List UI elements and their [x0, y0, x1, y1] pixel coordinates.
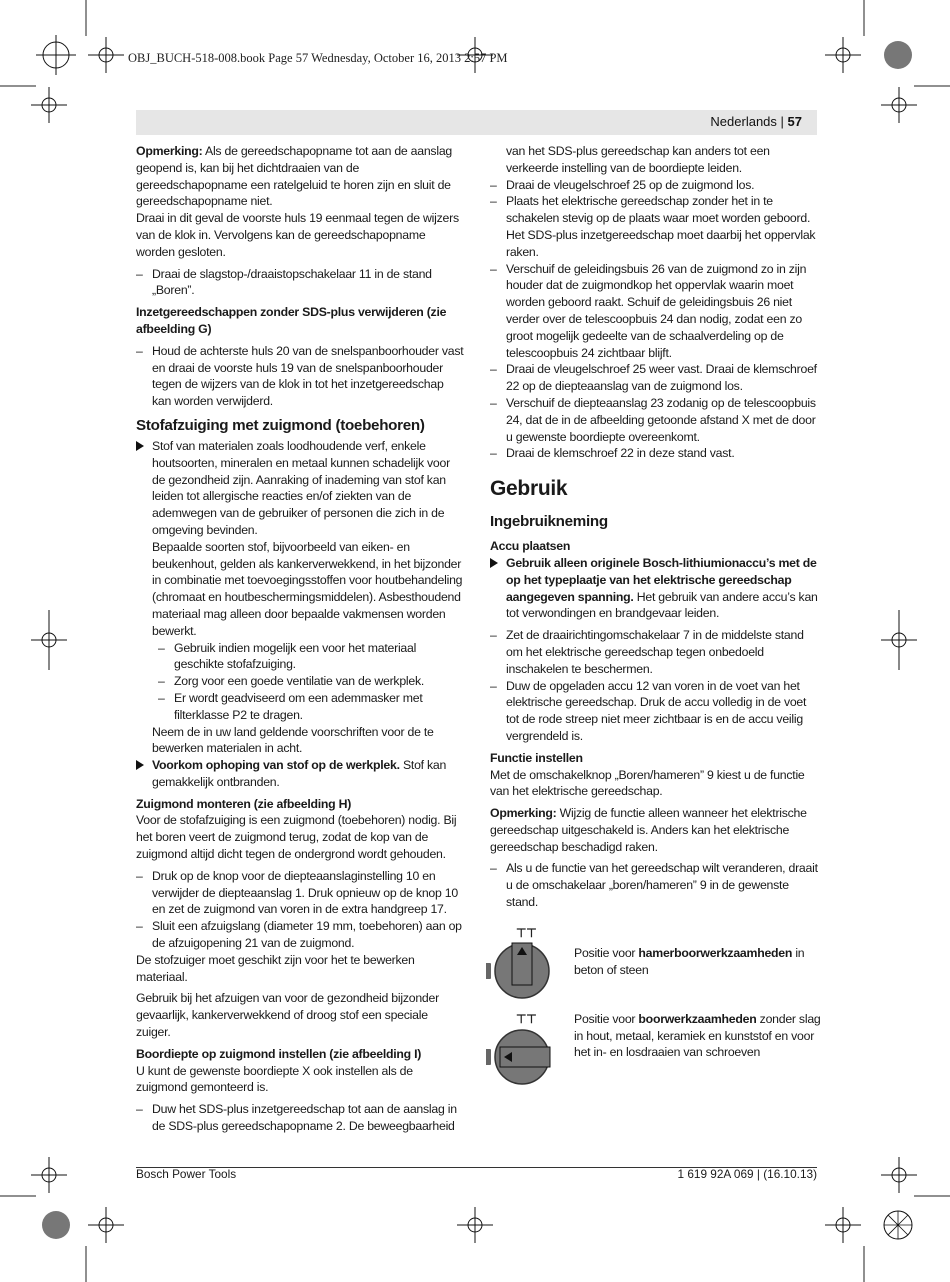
- position-prefix: Positie voor: [574, 945, 639, 960]
- paragraph: Draai in dit geval de voorste huls 19 eenmaal tegen de wijzers van de klok in. Vervolgens kan de gereedschapopname worden gesloten.: [136, 211, 459, 259]
- paragraph: U kunt de gewenste boordiepte X ook instellen als de zuigmond gemonteerd is.: [136, 1063, 413, 1095]
- dash-marker: –: [490, 261, 497, 276]
- running-header: [710, 114, 802, 129]
- note-text: Als de gereedschapopname tot aan de aanslag geopend is, kan bij het dichtdraaien van de gereedschapopname een ratelgeluid te horen zijn en sluit de gereedschapopname niet.: [136, 144, 452, 209]
- paragraph: Neem de in uw land geldende voorschriften voor de te bewerken materialen in acht.: [152, 724, 434, 756]
- position-prefix: Positie voor: [574, 1011, 639, 1026]
- subheading-depth: Boordiepte op zuigmond instellen (zie afbeelding I): [136, 1046, 422, 1061]
- subheading-mount: Zuigmond monteren (zie afbeelding H): [136, 796, 352, 811]
- dash-item: [490, 445, 818, 462]
- dash-item: [490, 193, 818, 260]
- dash-marker: –: [490, 194, 497, 209]
- dash-text: Verschuif de diepteaanslag 23 zodanig op de telescoopbuis 24, dat de in de afbeelding getoonde afstand X met de door u gewenste boordiepte overeenkomt.: [506, 395, 816, 444]
- warning-text: Stof kan gemakkelijk ontbranden.: [152, 758, 447, 789]
- dash-marker: –: [490, 628, 497, 643]
- sub-dash-item: [136, 640, 464, 674]
- heading-dust-extraction: Stofafzuiging met zuigmond (toebehoren): [136, 416, 425, 434]
- dash-text: Verschuif de geleidingsbuis 26 van de zuigmond zo in zijn houder dat de zuigmondkop het oppervlak waarin moet worden geboord raakt. Schuif de geleidingsbuis 26 niet verder over de telescoopbuis 24 dan nodig, zodat een zo groot mogelijk gedeelte van de schaalverdeling op de telescoopbuis 24 zichtbaar blijft.: [506, 261, 807, 360]
- warning-item: [490, 555, 818, 622]
- dash-text: Draai de vleugelschroef 25 weer vast. Draai de klemschroef 22 op de diepteaanslag van de zuigmond los.: [506, 362, 817, 394]
- switch-position-hammer: [490, 925, 818, 1011]
- dash-marker: –: [136, 1102, 143, 1117]
- note-paragraph: [490, 805, 818, 855]
- subheading-function: Functie instellen: [490, 750, 583, 765]
- dash-item: [136, 343, 464, 410]
- dash-item: [136, 1101, 464, 1135]
- sub-dash-item: [136, 673, 464, 690]
- sub-dash-item: [136, 690, 464, 724]
- footer-brand: Bosch Power Tools: [136, 1167, 237, 1181]
- heading-use: Gebruik: [490, 477, 568, 501]
- note-text: Wijzig de functie alleen wanneer het elektrische gereedschap uitgeschakeld is. Anders kan het elektrische gereedschap beschadigd raken.: [490, 806, 807, 854]
- dash-marker: –: [136, 266, 143, 281]
- dash-text: Zorg voor een goede ventilatie van de werkplek.: [174, 674, 425, 689]
- dash-marker: –: [158, 674, 165, 689]
- dash-item: [490, 678, 818, 745]
- dash-item: [136, 918, 464, 952]
- dash-text: Duw de opgeladen accu 12 van voren in de voet van het elektrische gereedschap. Druk de accu volledig in de voet tot de rode streep niet meer zichtbaar is en de accu veilig vergrendeld is.: [506, 678, 807, 743]
- warning-bold: Voorkom ophoping van stof op de werkplek.: [152, 758, 400, 773]
- triangle-bullet-icon: [136, 760, 144, 770]
- dash-item: [490, 361, 818, 395]
- paragraph: Bepaalde soorten stof, bijvoorbeeld van eiken- en beukenhout, gelden als kankerverwekkend, in het bijzonder in combinatie met toevoegingsstoffen voor houtbehandeling (chromaat en houtbeschermingsmiddelen). Asbesthoudend materiaal mag alleen door bepaalde vakmensen worden bewerkt.: [152, 539, 463, 638]
- dash-marker: –: [136, 919, 143, 934]
- column-left: [136, 143, 464, 1135]
- subheading-battery: Accu plaatsen: [490, 539, 571, 554]
- position-text: [574, 945, 824, 979]
- heading-startup: Ingebruikneming: [490, 513, 608, 531]
- dash-text: Draai de slagstop-/draaistopschakelaar 11 in de stand „Boren”.: [152, 266, 432, 298]
- svg-text:⊤⊤: ⊤⊤: [516, 1011, 537, 1026]
- dash-text: Gebruik indien mogelijk een voor het materiaal geschikte stofafzuiging.: [174, 640, 417, 672]
- dash-marker: –: [490, 362, 497, 377]
- paragraph: Gebruik bij het afzuigen van voor de gezondheid bijzonder gevaarlijk, kankerverwekkend of droog stof een speciale zuiger.: [136, 991, 439, 1040]
- header-separator: |: [776, 114, 788, 129]
- column-right: [490, 143, 821, 1097]
- paragraph: Voor de stofafzuiging is een zuigmond (toebehoren) nodig. Bij het boren veert de zuigmond terug, zodat de kop van de zuigmond altijd dicht tegen de ondergrond wordt gehouden.: [136, 813, 457, 862]
- position-bold: hamerboorwerkzaamheden: [638, 945, 793, 960]
- switch-position-drill: [490, 1011, 821, 1097]
- note-label: Opmerking:: [490, 806, 557, 821]
- header-language: Nederlands: [710, 114, 777, 129]
- dash-marker: –: [490, 395, 497, 410]
- position-text: [574, 1011, 824, 1061]
- dash-marker: –: [158, 640, 165, 655]
- dash-marker: –: [158, 690, 165, 705]
- dash-item: [490, 860, 818, 910]
- dash-text: Draai de vleugelschroef 25 op de zuigmond los.: [506, 177, 755, 192]
- dash-text: Druk op de knop voor de diepteaanslaginstelling 10 en verwijder de diepteaanslag 1. Druk opnieuw op de knop 10 en zet de zuigmond van voren in de extra handgreep 17.: [152, 868, 458, 917]
- note-label: Opmerking:: [136, 144, 203, 158]
- triangle-bullet-icon: [490, 558, 498, 568]
- dash-item: [490, 261, 818, 362]
- warning-text: Het gebruik van andere accu’s kan tot verwondingen en brandgevaar leiden.: [506, 589, 818, 621]
- position-suffix: in beton of steen: [574, 945, 805, 977]
- subheading-remove-tools: Inzetgereedschappen zonder SDS-plus verwijderen (zie afbeelding G): [136, 305, 447, 336]
- dash-marker: –: [136, 343, 143, 358]
- dash-text: Sluit een afzuigslang (diameter 19 mm, toebehoren) aan op de afzuigopening 21 van de zuigmond.: [152, 919, 462, 951]
- note-paragraph: [136, 143, 464, 210]
- dash-text: Draai de klemschroef 22 in deze stand vast.: [506, 446, 735, 461]
- drill-switch-icon: [486, 1011, 556, 1095]
- dash-item: [490, 395, 818, 445]
- dash-marker: –: [490, 446, 497, 461]
- dash-item: [136, 868, 464, 918]
- dash-item: [136, 266, 464, 300]
- paragraph: van het SDS-plus gereedschap kan anders tot een verkeerde instelling van de boordiepte leiden.: [506, 144, 770, 175]
- dash-text: Plaats het elektrische gereedschap zonder het in te schakelen stevig op de plaats waar moet worden geboord. Het SDS-plus inzetgereedschap moet daarbij het oppervlak raken.: [506, 194, 816, 259]
- svg-text:⊤⊤: ⊤⊤: [516, 925, 537, 940]
- dash-marker: –: [490, 861, 497, 876]
- dash-item: [490, 627, 818, 677]
- warning-item: [136, 757, 464, 791]
- dash-text: Zet de draairichtingomschakelaar 7 in de middelste stand om het elektrische gereedschap tegen onbedoeld inschakelen te beschermen.: [506, 628, 804, 676]
- warning-bold: Gebruik alleen originele Bosch-lithiumionaccu’s met de op het typeplaatje van het elektrische gereedschap aangegeven spanning.: [506, 555, 817, 604]
- footer-docnum: 1 619 92A 069 | (16.10.13): [677, 1167, 817, 1181]
- dash-marker: –: [490, 177, 497, 192]
- warning-text: Stof van materialen zoals loodhoudende verf, enkele houtsoorten, mineralen en metaal kunnen schadelijk voor de gezondheid zijn. Aanraking of inademing van stof kan leiden tot allergische reacties en/of ziekten van de ademwegen van de gebruiker of personen die zich in de omgeving bevinden.: [152, 438, 450, 537]
- dash-text: Duw het SDS-plus inzetgereedschap tot aan de aanslag in de SDS-plus gereedschapopname 2. De beweegbaarheid: [152, 1102, 457, 1134]
- warning-item: [136, 438, 464, 539]
- dash-marker: –: [136, 868, 143, 883]
- dash-marker: –: [490, 678, 497, 693]
- dash-text: Er wordt geadviseerd om een ademmasker met filterklasse P2 te dragen.: [174, 690, 423, 722]
- hammer-drill-switch-icon: [486, 925, 556, 1009]
- position-bold: boorwerkzaamheden: [638, 1011, 757, 1026]
- dash-text: Als u de functie van het gereedschap wilt veranderen, draait u de omschakelaar „boren/hameren” 9 in de gewenste stand.: [506, 861, 818, 910]
- position-suffix: zonder slag in hout, metaal, keramiek en kunststof en voor het in- en losdraaien van schroeven: [574, 1011, 821, 1060]
- triangle-bullet-icon: [136, 441, 144, 451]
- print-slug: OBJ_BUCH-518-008.book Page 57 Wednesday, October 16, 2013 2:57 PM: [128, 51, 508, 65]
- dash-text: Houd de achterste huls 20 van de snelspanboorhouder vast en draai de voorste huls 19 van de snelspanboorhouder tegen de wijzers van de klok in tot het inzetgereedschap kan worden verwijderd.: [152, 343, 464, 409]
- page-number: 57: [787, 114, 802, 129]
- paragraph: Met de omschakelknop „Boren/hameren” 9 kiest u de functie van het elektrische gereedschap.: [490, 767, 805, 799]
- paragraph: De stofzuiger moet geschikt zijn voor het te bewerken materiaal.: [136, 952, 415, 984]
- dash-item: [490, 177, 818, 194]
